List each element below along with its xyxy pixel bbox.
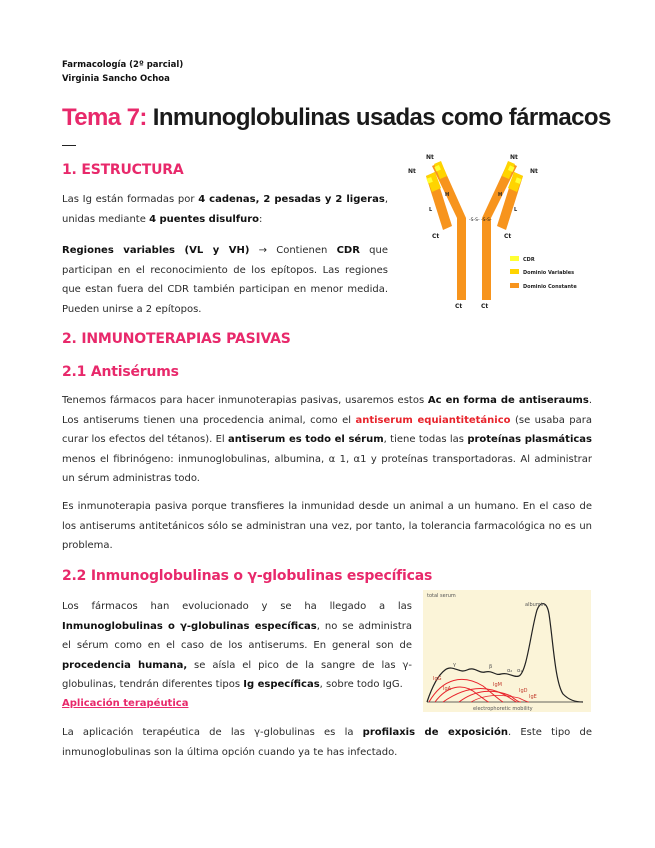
label-ige: IgE <box>529 694 537 700</box>
label-igm: IgM <box>493 682 502 688</box>
antibody-structure-figure <box>400 148 590 308</box>
paragraph-estructura-1: Las Ig están formadas por 4 cadenas, 2 pesadas y 2 ligeras, unidas mediante 4 puentes disulfuro: <box>62 194 388 225</box>
label-igg: IgG <box>433 676 442 682</box>
link-aplicacion-terapeutica[interactable]: Aplicación terapéutica <box>62 698 189 709</box>
subsection-heading-antiserums: 2.1 Antisérums <box>62 364 179 380</box>
legend-swatch-cdr <box>510 256 519 261</box>
section-heading-inmunoterapias: 2. INMUNOTERAPIAS PASIVAS <box>62 331 291 347</box>
title-rule <box>62 145 76 146</box>
electrophoresis-figure <box>423 590 591 712</box>
label-h: H <box>445 192 450 198</box>
header-course: Farmacología (2º parcial) <box>62 60 184 70</box>
heavy-chain-right-stem <box>482 218 491 300</box>
paragraph-gamma-globulinas: Los fármacos han evolucionado y se ha llegado a las Inmunoglobulinas o γ-globulinas específicas, no se administra el sérum como en el caso de los antiserums. En general son de procedencia humana, se aísla el pico de la sangre de las γ-globulinas, tendrán diferentes tipos Ig específicas, sobre todo IgG. <box>62 601 413 690</box>
label-total-serum: total serum <box>427 593 456 599</box>
title-number: Tema 7: <box>62 104 147 131</box>
legend-label-constant: Dominio Constante <box>523 284 577 290</box>
legend-swatch-variable <box>510 269 519 274</box>
label-nt: Nt <box>510 154 518 161</box>
label-disulfide: -S-S- -S-S- <box>469 218 492 223</box>
label-gamma: γ <box>453 662 456 668</box>
paragraph-aplicacion: La aplicación terapéutica de las γ-globulinas es la profilaxis de exposición. Este tipo de inmunoglobulinas son la última opción cuando ya te has infectado. <box>62 727 592 758</box>
label-nt: Nt <box>530 168 538 175</box>
header-author: Virginia Sancho Ochoa <box>62 74 170 84</box>
label-nt: Nt <box>426 154 434 161</box>
label-l: L <box>429 207 433 213</box>
label-ct: Ct <box>481 303 489 308</box>
page-title <box>62 104 611 132</box>
label-ct: Ct <box>455 303 463 308</box>
label-alpha2: α₂ <box>507 668 513 674</box>
paragraph-antiserums-2: Es inmunoterapia pasiva porque transfieres la inmunidad desde un animal a un humano. En el caso de los antiserums antitetánicos sólo se administran una vez, por tanto, la tolerancia farmacológica no es un problema. <box>62 501 592 551</box>
label-alpha1: α₁ <box>517 668 523 674</box>
legend-label-variable: Dominio Variables <box>523 270 575 276</box>
legend-swatch-constant <box>510 283 519 288</box>
label-ct: Ct <box>432 233 440 240</box>
label-l: L <box>514 207 518 213</box>
label-albumin: albumin <box>525 602 546 608</box>
heavy-chain-left-stem <box>457 218 466 300</box>
subsection-heading-gamma-globulinas: 2.2 Inmunoglobulinas o γ-globulinas específicas <box>62 568 433 584</box>
label-electrophoretic-mobility: electrophoretic mobility <box>473 706 533 712</box>
title-text: Inmunoglobulinas usadas como fármacos <box>146 104 611 131</box>
legend-label-cdr: CDR <box>523 257 535 263</box>
paragraph-estructura-2: Regiones variables (VL y VH) → Contienen CDR que participan en el reconocimiento de los epítopos. Las regiones que estan fuera del CDR también participan en menor medida. Pueden unirse a 2 epítopos. <box>62 245 388 315</box>
label-nt: Nt <box>408 168 416 175</box>
section-heading-estructura: 1. ESTRUCTURA <box>62 162 184 178</box>
paragraph-antiserums-1: Tenemos fármacos para hacer inmunoterapias pasivas, usaremos estos Ac en forma de antiseraums. Los antiserums tienen una procedencia animal, como el antiserum equiantitetánico (se usaba para curar los efectos del tétanos). El antiserum es todo el sérum, tiene todas las proteínas plasmáticas menos el fibrinógeno: inmunoglobulinas, albumina, α 1, α1 y proteínas transportadoras. Al administrar un sérum administras todo. <box>62 395 592 484</box>
label-beta: β <box>489 664 493 670</box>
label-h: H <box>498 192 503 198</box>
label-ct: Ct <box>504 233 512 240</box>
label-iga: IgA <box>443 686 452 692</box>
figure-background <box>423 590 591 712</box>
label-igd: IgD <box>519 688 528 694</box>
